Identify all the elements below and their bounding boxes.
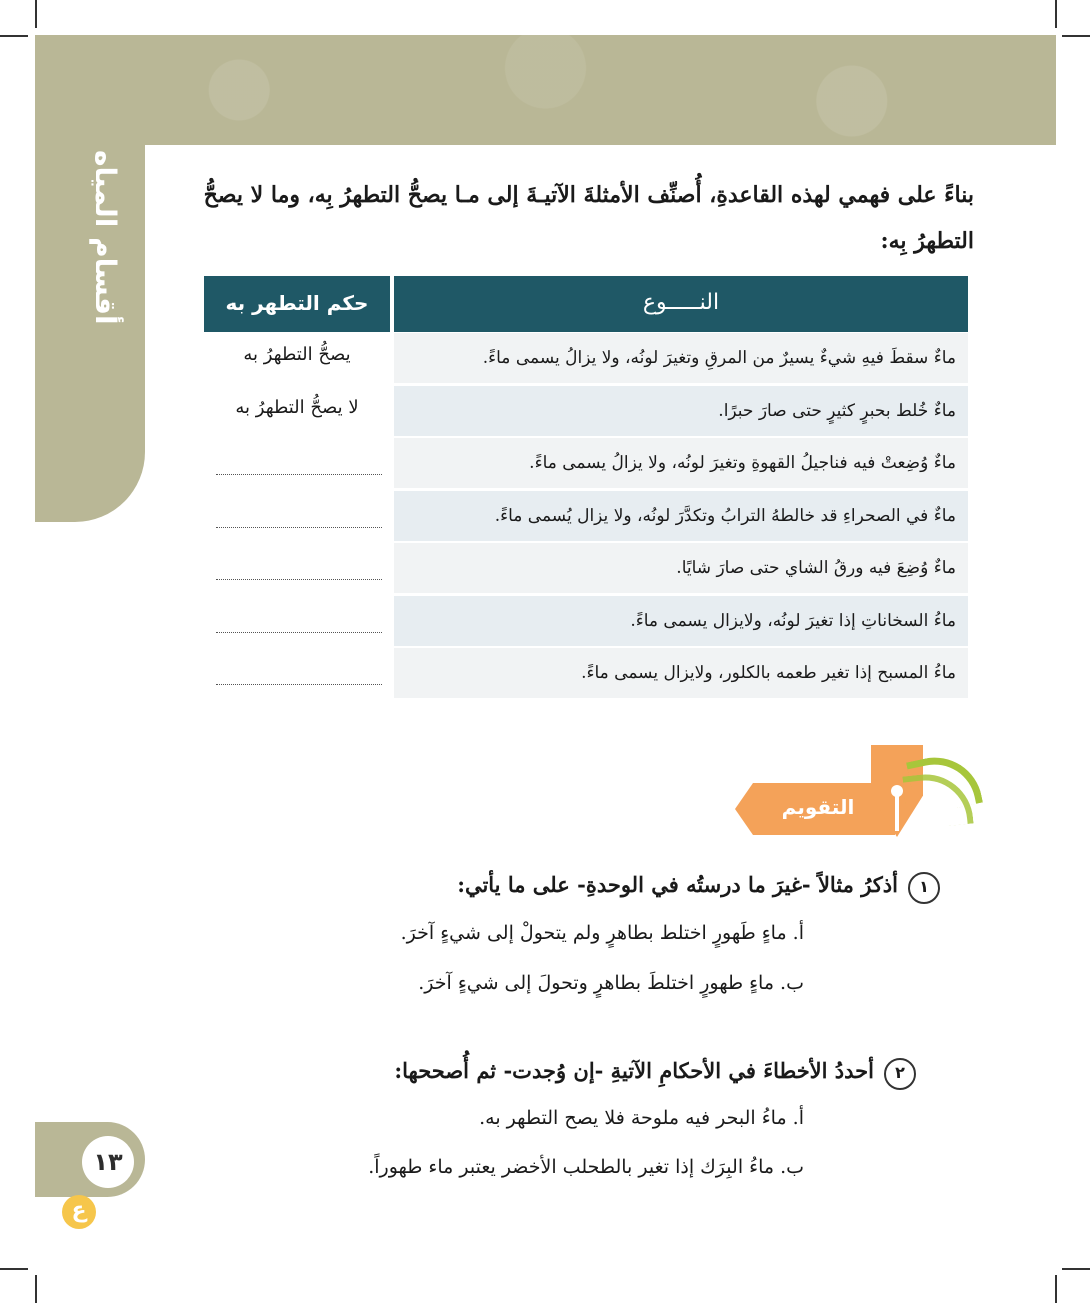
crop-mark: [1055, 0, 1057, 28]
question-2-item-b: ب. ماءُ البِرَك إذا تغير بالطحلب الأخضر يعتبر ماء طهوراً.: [368, 1156, 804, 1178]
crop-mark: [0, 35, 28, 37]
page-number: ١٣: [82, 1136, 134, 1188]
answer-blank[interactable]: [204, 438, 390, 488]
question-text: أذكرُ مثالاً -غيرَ ما درستُه في الوحدةِ- على ما يأتي:: [457, 872, 898, 897]
table-header: [204, 276, 968, 332]
pen-slit: [895, 791, 899, 831]
cell-type: ماءٌ وُضِعَ فيه ورقُ الشاي حتى صارَ شايًا.: [394, 543, 968, 593]
cell-type: ماءٌ وُضِعتْ فيه فناجيلُ القهوةِ وتغيرَ لونُه، ولا يزالُ يسمى ماءً.: [394, 438, 968, 488]
crop-mark: [1055, 1275, 1057, 1303]
header-banner: [35, 35, 1056, 145]
table-row: [204, 542, 968, 595]
badge-label: التقويم: [781, 795, 855, 819]
question-1-item-a: أ. ماءٍ طَهورٍ اختلط بطاهرٍ ولم يتحولْ إلى شيءٍ آخرَ.: [400, 922, 804, 944]
classification-table: [204, 276, 968, 700]
crop-mark: [35, 0, 37, 28]
column-header-rule: حكم التطهر به: [204, 276, 390, 332]
table-row: [204, 385, 968, 438]
dotted-line: [216, 632, 382, 633]
cell-rule: يصحُّ التطهرُ به: [243, 344, 351, 365]
question-1: [457, 872, 940, 904]
section-title: أقسام المياه: [89, 150, 122, 325]
pen-dot: [891, 785, 903, 797]
dotted-line: [216, 579, 382, 580]
question-1-item-b: ب. ماءٍ طهورٍ اختلطَ بطاهرٍ وتحولَ إلى شيءٍ آخرَ.: [418, 972, 804, 994]
cell-rule: لا يصحُّ التطهرُ به: [235, 396, 359, 418]
cell-type: ماءٌ سقطَ فيهِ شيءٌ يسيرٌ من المرقِ وتغيرَ لونُه، ولا يزالُ يسمى ماءً.: [394, 333, 968, 383]
table-row: [204, 595, 968, 648]
column-header-type: النـــــوع: [394, 276, 968, 332]
table-row: [204, 647, 968, 700]
crop-mark: [1062, 1268, 1090, 1270]
question-2: [394, 1058, 916, 1090]
table-row: [204, 332, 968, 385]
cell-type: ماءُ السخاناتِ إذا تغيرَ لونُه، ولايزال يسمى ماءً.: [394, 596, 968, 646]
question-2-item-a: أ. ماءُ البحر فيه ملوحة فلا يصح التطهر به.: [479, 1107, 804, 1129]
cell-type: ماءٌ في الصحراءِ قد خالطهُ الترابُ وتكدَّرَ لونُه، ولا يزال يُسمى ماءً.: [394, 491, 968, 541]
answer-blank[interactable]: [204, 491, 390, 541]
table-row: [204, 437, 968, 490]
dotted-line: [216, 527, 382, 528]
answer-blank[interactable]: [204, 543, 390, 593]
publisher-logo-icon: ع: [62, 1195, 96, 1229]
crop-mark: [35, 1275, 37, 1303]
crop-mark: [1062, 35, 1090, 37]
question-number: ١: [908, 872, 940, 904]
cell-type: ماءٌ خُلط بحبرٍ كثيرٍ حتى صارَ حبرًا.: [394, 386, 968, 436]
question-number: ٢: [884, 1058, 916, 1090]
dotted-line: [216, 474, 382, 475]
crop-mark: [0, 1268, 28, 1270]
table-row: [204, 490, 968, 543]
intro-paragraph: بناءً على فهمي لهذه القاعدةِ، أُصنِّف الأمثلةَ الآتيـةَ إلى مـا يصحُّ التطهرُ بِه، وما لا يصحُّ التطهرُ بِه:: [203, 182, 974, 254]
answer-blank[interactable]: [204, 596, 390, 646]
question-text: أحددُ الأخطاءَ في الأحكامِ الآتيةِ -إن وُجدت- ثم أُصححها:: [394, 1058, 874, 1083]
answer-blank[interactable]: [204, 648, 390, 698]
evaluation-badge: [735, 745, 975, 840]
cell-type: ماءُ المسبح إذا تغير طعمه بالكلور، ولايزال يسمى ماءً.: [394, 648, 968, 698]
dotted-line: [216, 684, 382, 685]
